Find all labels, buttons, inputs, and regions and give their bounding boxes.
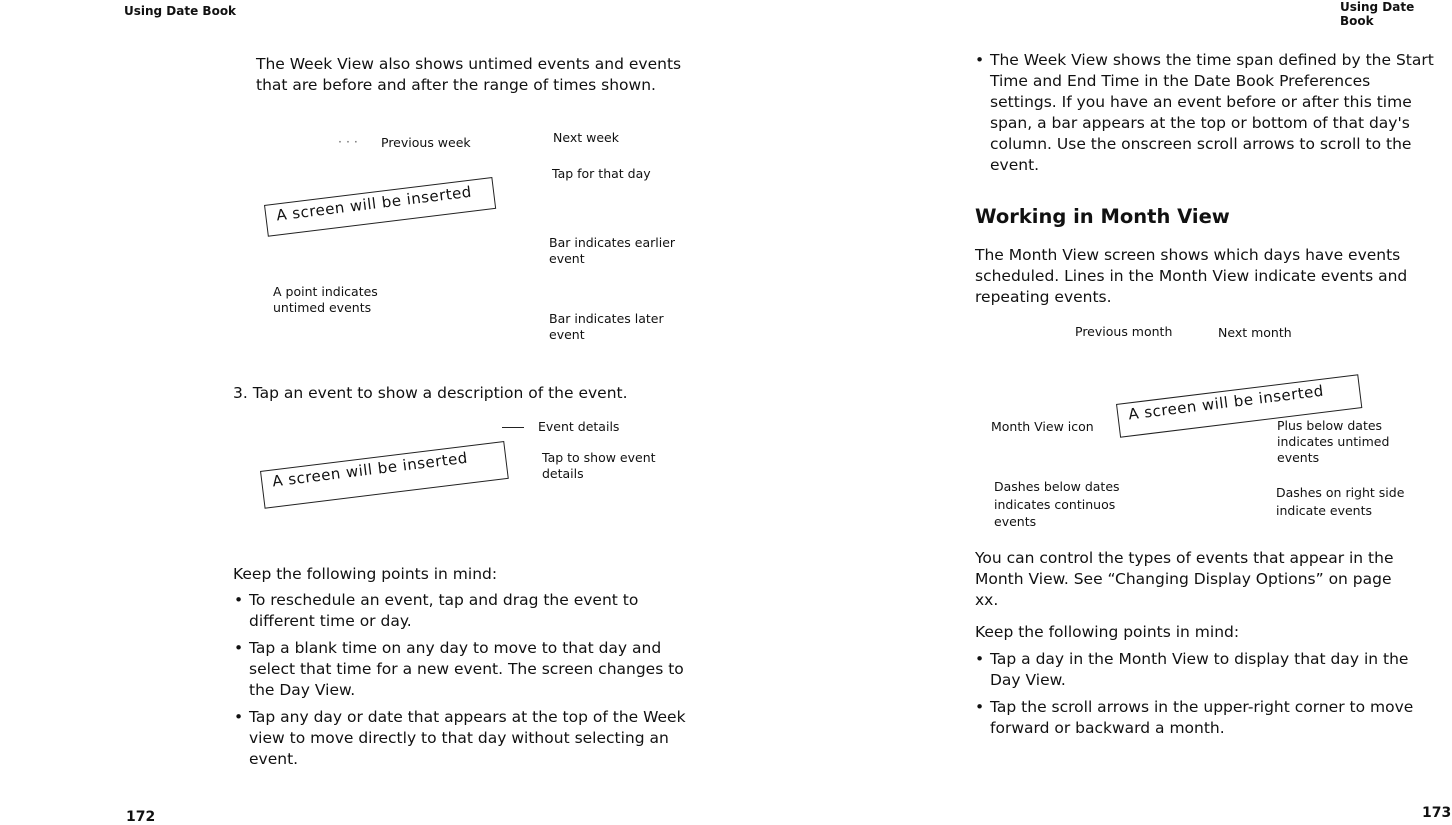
month-view-intro: The Month View screen shows which days have events scheduled. Lines in the Month View indicate events and repeating events. <box>975 246 1408 306</box>
right-page-header: Using Date Book <box>1340 0 1415 28</box>
label-next-week: Next week <box>553 130 619 145</box>
event-screen-placeholder: A screen will be inserted <box>260 441 509 509</box>
label-month-view-icon: Month View icon <box>991 419 1094 434</box>
label-previous-week: Previous week <box>381 135 471 150</box>
right-bullet-2: • Tap the scroll arrows in the upper-right corner to move forward or backward a month. <box>975 698 1414 737</box>
week-screen-placeholder: A screen will be inserted <box>264 177 496 237</box>
month-view-heading: Working in Month View <box>975 205 1230 228</box>
label-previous-month: Previous month <box>1075 324 1173 339</box>
label-point-untimed: A point indicates untimed events <box>273 284 378 315</box>
label-event-details: Event details <box>538 419 620 434</box>
event-details-leader-line <box>502 427 524 428</box>
left-bullet-1: • To reschedule an event, tap and drag the event to different time or day. <box>234 591 639 630</box>
left-page-number: 172 <box>126 809 156 825</box>
month-screen-placeholder: A screen will be inserted <box>1116 374 1362 437</box>
label-next-month: Next month <box>1218 325 1292 340</box>
label-bar-earlier: Bar indicates earlier event <box>549 235 676 266</box>
label-bar-later: Bar indicates later event <box>549 311 664 342</box>
right-page-number: 173 <box>1422 805 1452 821</box>
label-dashes-below: Dashes below dates indicates continuos events <box>994 479 1120 529</box>
label-plus-below: Plus below dates indicates untimed events <box>1277 418 1390 465</box>
label-tap-show: Tap to show event details <box>542 450 656 481</box>
left-page-header: Using Date Book <box>124 4 237 18</box>
step-3: 3. Tap an event to show a description of the event. <box>233 384 628 402</box>
left-bullet-2: • Tap a blank time on any day to move to that day and select that time for a new event. The screen changes to the Day View. <box>234 639 684 699</box>
label-dashes-right: Dashes on right side indicate events <box>1276 485 1405 518</box>
week-view-bullet: • The Week View shows the time span defined by the Start Time and End Time in the Date Book Preferences settings. If you have an event before or after this time span, a bar appears at the top or bottom of that day's column. Use the onscreen scroll arrows to scroll to the event. <box>975 51 1434 174</box>
label-tap-day: Tap for that day <box>552 166 651 181</box>
right-points-intro: Keep the following points in mind: <box>975 623 1240 641</box>
leader-dashes: · · · <box>338 134 358 149</box>
week-view-intro: The Week View also shows untimed events and events that are before and after the range of times shown. <box>256 55 682 94</box>
left-bullet-3: • Tap any day or date that appears at the top of the Week view to move directly to that day without selecting an event. <box>234 708 686 768</box>
right-bullet-1: • Tap a day in the Month View to display that day in the Day View. <box>975 650 1409 689</box>
left-points-intro: Keep the following points in mind: <box>233 565 498 583</box>
control-text: You can control the types of events that appear in the Month View. See “Changing Display Options” on page xx. <box>975 549 1394 609</box>
